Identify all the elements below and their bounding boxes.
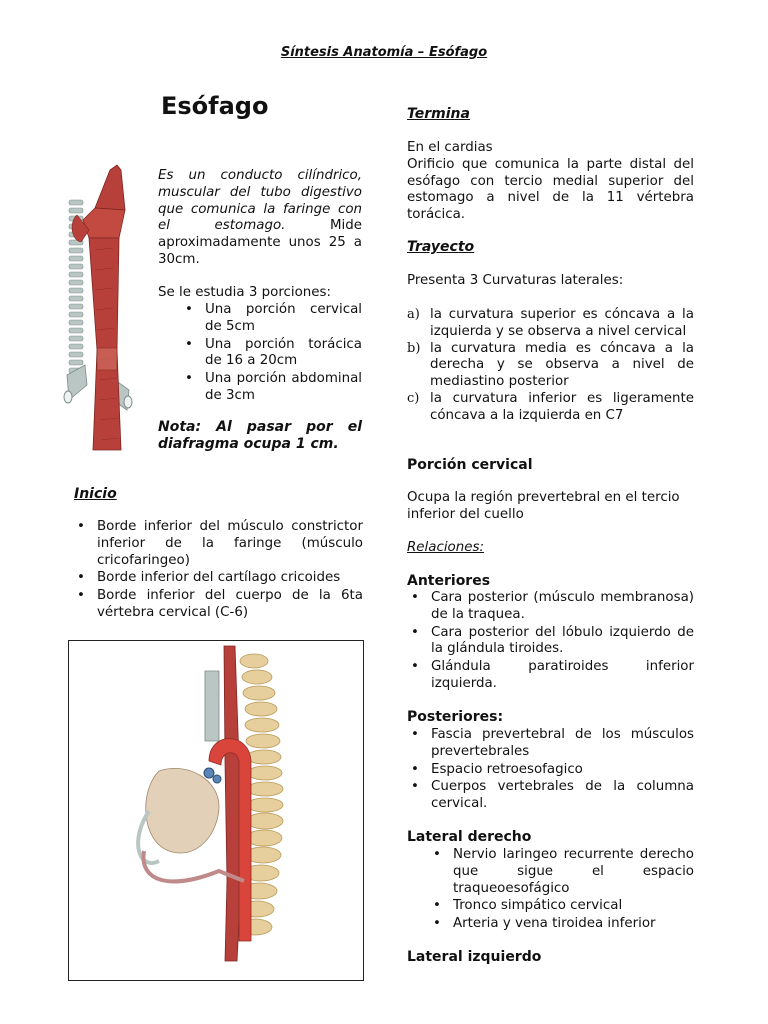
list-item: • Glándula paratiroides inferior izquierda. (431, 659, 694, 693)
list-marker: c) (407, 390, 420, 406)
posteriores-heading: Posteriores: (407, 709, 504, 725)
porcion-cervical-heading: Porción cervical (407, 457, 533, 473)
anteriores-heading: Anteriores (407, 573, 491, 589)
list-item: • Tronco simpático cervical (453, 898, 694, 915)
relaciones-heading: Relaciones: (407, 540, 484, 555)
page-title: Esófago (161, 92, 269, 120)
list-item (407, 341, 694, 391)
list-item: • Cara posterior (músculo membranosa) de la traquea. (431, 590, 694, 624)
list-item: • Fascia prevertebral de los músculos prevertebrales (431, 727, 694, 761)
intro-italic: Es un conducto cilíndrico, muscular del tubo digestivo que comunica la faringe con el estomago. (158, 168, 362, 234)
trayecto-intro: Presenta 3 Curvaturas laterales: (407, 273, 624, 288)
list-item (407, 391, 694, 425)
list-item: • Una porción abdominal de 3cm (205, 371, 362, 405)
posteriores-list (431, 727, 694, 814)
anteriores-list (431, 590, 694, 694)
thorax-illustration (69, 641, 362, 979)
list-marker: a) (407, 307, 420, 322)
list-item-text: la curvatura inferior es ligeramente cóncava a la izquierda en C7 (430, 390, 694, 423)
termina-heading: Termina (407, 106, 470, 122)
termina-line-2: Orificio que comunica la parte distal del esófago con tercio medial superior del estomago a nivel de la 11 vértebra torácica. (407, 156, 694, 223)
nota: Nota: Al pasar por el diafragma ocupa 1 cm. (158, 419, 362, 452)
inicio-list (97, 519, 363, 623)
trayecto-heading: Trayecto (407, 239, 475, 255)
list-marker: b) (407, 340, 421, 356)
list-item (407, 307, 694, 341)
lateral-izquierdo-heading: Lateral izquierdo (407, 949, 542, 965)
intro-paragraph (158, 168, 362, 269)
list-item: • Nervio laringeo recurrente derecho que sigue el espacio traqueoesofágico (453, 847, 694, 897)
list-item: • Espacio retroesofagico (431, 762, 694, 779)
termina-line-1: En el cardias (407, 140, 493, 155)
document-header: Síntesis Anatomía – Esófago (280, 45, 488, 60)
list-item: • Una porción cervical de 5cm (205, 302, 362, 336)
list-item: • Una porción torácica de 16 a 20cm (205, 337, 362, 371)
porciones-list (205, 302, 362, 406)
list-item: • Arteria y vena tiroidea inferior (453, 916, 694, 933)
curvaturas-list (407, 307, 694, 425)
lateral-derecho-heading: Lateral derecho (407, 829, 532, 845)
thorax-figure (68, 640, 364, 981)
porcion-cervical-text: Ocupa la región prevertebral en el tercio inferior del cuello (407, 490, 680, 522)
termina-text (407, 140, 694, 224)
lateral-derecho-list (453, 847, 694, 934)
list-item: • Cara posterior del lóbulo izquierdo de la glándula tiroides. (431, 625, 694, 659)
intro-rest: Mide aproximadamente unos 25 a 30cm. (158, 218, 362, 267)
inicio-heading: Inicio (74, 486, 117, 502)
porciones-intro: Se le estudia 3 porciones: (158, 285, 332, 300)
list-item: • Borde inferior del cuerpo de la 6ta vértebra cervical (C-6) (97, 588, 363, 622)
list-item: • Borde inferior del cartílago cricoides (97, 570, 363, 587)
list-item: • Borde inferior del músculo constrictor inferior de la faringe (músculo cricofaringeo) (97, 519, 363, 569)
list-item-text: la curvatura superior es cóncava a la izquierda y se observa a nivel cervical (430, 307, 694, 339)
list-item: • Cuerpos vertebrales de la columna cervical. (431, 779, 694, 813)
esophagus-illustration (55, 160, 150, 460)
list-item-text: la curvatura media es cóncava a la derecha y se observa a nivel de mediastino posterior (430, 340, 694, 390)
